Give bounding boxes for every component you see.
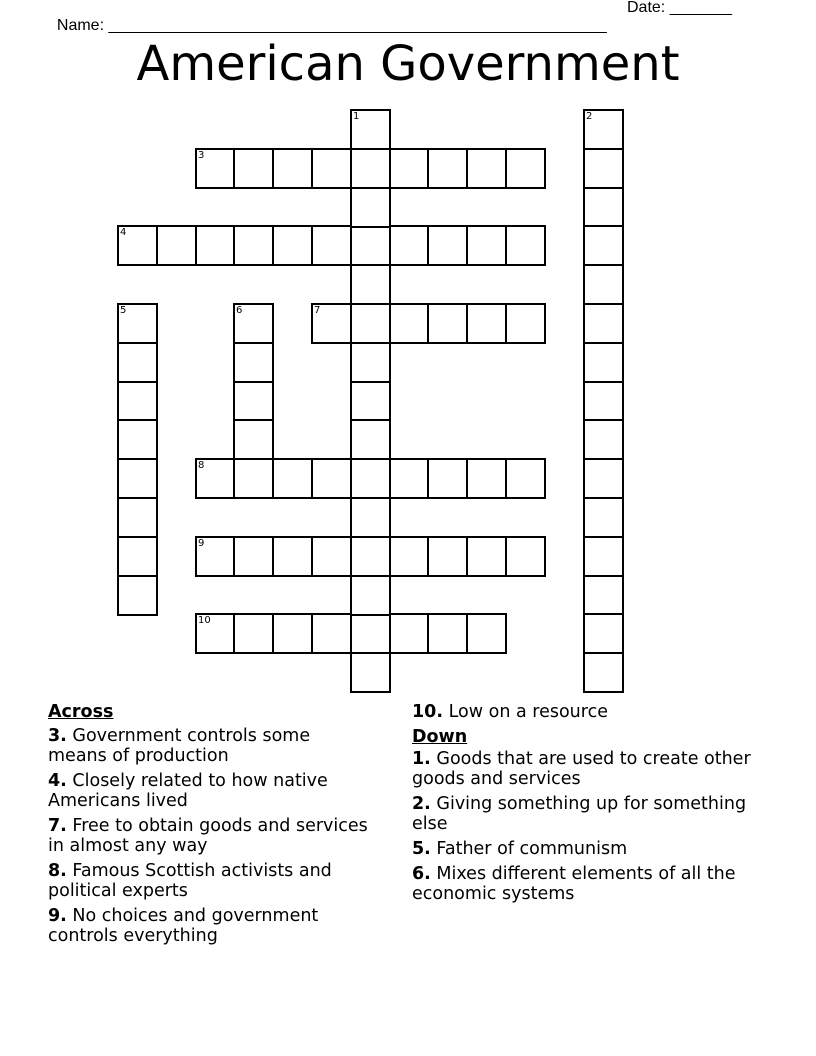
cell-number: 2 xyxy=(586,111,593,122)
date-label: Date: _______ xyxy=(627,0,732,16)
clue-text: Father of communism xyxy=(436,839,628,859)
grid-cell[interactable] xyxy=(505,303,546,344)
clues-right-column xyxy=(412,702,752,909)
grid-cell[interactable] xyxy=(233,303,274,344)
clues-left-column xyxy=(48,702,368,951)
grid-cell[interactable] xyxy=(427,225,468,266)
grid-cell[interactable] xyxy=(350,536,391,577)
grid-cell[interactable] xyxy=(350,148,391,189)
grid-cell[interactable] xyxy=(195,536,236,577)
grid-cell[interactable] xyxy=(505,225,546,266)
grid-cell[interactable] xyxy=(117,342,158,383)
grid-cell[interactable] xyxy=(583,342,624,383)
grid-cell[interactable] xyxy=(389,148,430,189)
grid-cell[interactable] xyxy=(117,225,158,266)
grid-cell[interactable] xyxy=(272,613,313,654)
grid-cell[interactable] xyxy=(427,303,468,344)
clue-number: 9. xyxy=(48,906,67,926)
grid-cell[interactable] xyxy=(389,303,430,344)
grid-cell[interactable] xyxy=(427,613,468,654)
grid-cell[interactable] xyxy=(117,575,158,616)
grid-cell[interactable] xyxy=(117,458,158,499)
clue-text: Goods that are used to create other goods and services xyxy=(412,749,751,789)
cell-number: 8 xyxy=(198,460,205,471)
grid-cell[interactable] xyxy=(195,613,236,654)
grid-cell[interactable] xyxy=(583,652,624,693)
down-heading: Down xyxy=(412,727,468,747)
grid-cell[interactable] xyxy=(233,419,274,460)
grid-cell[interactable] xyxy=(195,148,236,189)
grid-cell[interactable] xyxy=(583,225,624,266)
grid-cell[interactable] xyxy=(466,303,507,344)
clue-across-10 xyxy=(412,702,752,722)
grid-cell[interactable] xyxy=(233,536,274,577)
cell-number: 5 xyxy=(120,305,127,316)
grid-cell[interactable] xyxy=(350,613,391,654)
cell-number: 4 xyxy=(120,227,127,238)
name-label: Name: ________________________________________________________ xyxy=(56,17,607,34)
grid-cell[interactable] xyxy=(311,536,352,577)
grid-cell[interactable] xyxy=(427,536,468,577)
grid-cell[interactable] xyxy=(583,187,624,228)
grid-cell[interactable] xyxy=(350,381,391,422)
clue-number: 2. xyxy=(412,794,431,814)
clue-number: 8. xyxy=(48,861,67,881)
grid-cell[interactable] xyxy=(350,458,391,499)
grid-cell[interactable] xyxy=(233,342,274,383)
grid-cell[interactable] xyxy=(466,148,507,189)
grid-cell[interactable] xyxy=(117,419,158,460)
clue-number: 10. xyxy=(412,702,444,722)
clue-text: Giving something up for something else xyxy=(412,794,747,834)
grid-cell[interactable] xyxy=(583,575,624,616)
grid-cell[interactable] xyxy=(583,613,624,654)
grid-cell[interactable] xyxy=(117,536,158,577)
grid-cell[interactable] xyxy=(350,342,391,383)
clue-down-6 xyxy=(412,864,752,904)
grid-cell[interactable] xyxy=(350,652,391,693)
grid-cell[interactable] xyxy=(583,497,624,538)
grid-cell[interactable] xyxy=(233,613,274,654)
grid-cell[interactable] xyxy=(583,303,624,344)
clue-number: 6. xyxy=(412,864,431,884)
grid-cell[interactable] xyxy=(583,458,624,499)
grid-cell[interactable] xyxy=(233,381,274,422)
page-title: American Government xyxy=(136,36,680,92)
clue-across-9 xyxy=(48,906,368,946)
grid-cell[interactable] xyxy=(427,458,468,499)
grid-cell[interactable] xyxy=(583,419,624,460)
grid-cell[interactable] xyxy=(505,536,546,577)
clue-text: Government controls some means of production xyxy=(48,726,311,766)
grid-cell[interactable] xyxy=(583,264,624,305)
clue-text: Closely related to how native Americans lived xyxy=(48,771,328,811)
clue-text: Free to obtain goods and services in almost any way xyxy=(48,816,368,856)
grid-cell[interactable] xyxy=(311,613,352,654)
clue-across-8 xyxy=(48,861,368,901)
clue-text: Low on a resource xyxy=(448,702,608,722)
grid-cell[interactable] xyxy=(117,381,158,422)
clue-number: 1. xyxy=(412,749,431,769)
cell-number: 7 xyxy=(314,305,321,316)
grid-cell[interactable] xyxy=(427,148,468,189)
grid-cell[interactable] xyxy=(195,225,236,266)
cell-number: 9 xyxy=(198,538,205,549)
grid-cell[interactable] xyxy=(117,497,158,538)
cell-number: 6 xyxy=(236,305,243,316)
clue-number: 4. xyxy=(48,771,67,791)
grid-cell[interactable] xyxy=(389,536,430,577)
cell-number: 3 xyxy=(198,150,205,161)
cell-number: 1 xyxy=(353,111,360,122)
across-heading: Across xyxy=(48,702,114,722)
grid-cell[interactable] xyxy=(505,458,546,499)
grid-cell[interactable] xyxy=(466,613,507,654)
grid-cell[interactable] xyxy=(466,536,507,577)
clue-number: 7. xyxy=(48,816,67,836)
grid-cell[interactable] xyxy=(350,575,391,616)
grid-cell[interactable] xyxy=(466,225,507,266)
grid-cell[interactable] xyxy=(156,225,197,266)
clue-text: Famous Scottish activists and political experts xyxy=(48,861,332,901)
grid-cell[interactable] xyxy=(311,303,352,344)
grid-cell[interactable] xyxy=(233,225,274,266)
grid-cell[interactable] xyxy=(195,458,236,499)
grid-cell[interactable] xyxy=(389,613,430,654)
clue-across-4 xyxy=(48,771,368,811)
grid-cell[interactable] xyxy=(583,381,624,422)
grid-cell[interactable] xyxy=(117,303,158,344)
grid-cell[interactable] xyxy=(583,109,624,150)
grid-cell[interactable] xyxy=(350,497,391,538)
grid-cell[interactable] xyxy=(583,148,624,189)
grid-cell[interactable] xyxy=(350,264,391,305)
clue-number: 3. xyxy=(48,726,67,746)
grid-cell[interactable] xyxy=(272,536,313,577)
grid-cell[interactable] xyxy=(233,148,274,189)
clue-text: Mixes different elements of all the economic systems xyxy=(412,864,736,904)
grid-cell[interactable] xyxy=(389,225,430,266)
grid-cell[interactable] xyxy=(311,458,352,499)
grid-cell[interactable] xyxy=(466,458,507,499)
grid-cell[interactable] xyxy=(233,458,274,499)
clue-down-1 xyxy=(412,749,752,789)
clue-across-7 xyxy=(48,816,368,856)
grid-cell[interactable] xyxy=(350,187,391,228)
grid-cell[interactable] xyxy=(505,148,546,189)
grid-cell[interactable] xyxy=(311,225,352,266)
grid-cell[interactable] xyxy=(350,109,391,150)
clue-text: No choices and government controls everything xyxy=(48,906,319,946)
clue-across-3 xyxy=(48,726,368,766)
grid-cell[interactable] xyxy=(583,536,624,577)
cell-number: 10 xyxy=(198,615,211,626)
clue-down-2 xyxy=(412,794,752,834)
grid-cell[interactable] xyxy=(272,225,313,266)
grid-cell[interactable] xyxy=(272,148,313,189)
grid-cell[interactable] xyxy=(350,419,391,460)
clue-number: 5. xyxy=(412,839,431,859)
grid-cell[interactable] xyxy=(350,303,391,344)
grid-cell[interactable] xyxy=(311,148,352,189)
grid-cell[interactable] xyxy=(272,458,313,499)
grid-cell[interactable] xyxy=(389,458,430,499)
clue-down-5 xyxy=(412,839,752,859)
grid-cell[interactable] xyxy=(350,225,391,266)
